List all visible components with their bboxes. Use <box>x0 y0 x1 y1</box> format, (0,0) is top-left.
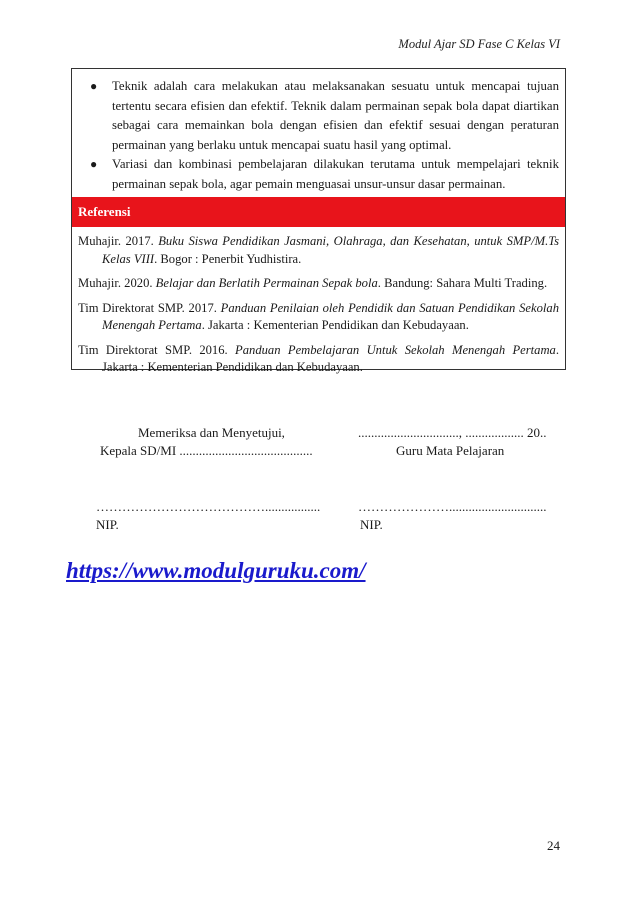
reference-list <box>78 233 559 384</box>
teacher-label: Guru Mata Pelajaran <box>396 443 505 458</box>
headmaster-signature-line: …………………………………................. <box>96 499 321 514</box>
teacher-signature-line: ………………….............................. <box>358 499 547 514</box>
referensi-heading: Referensi <box>72 197 565 227</box>
bullet-list <box>72 69 565 194</box>
reference-item: Tim Direktorat SMP. 2016. Panduan Pembelajaran Untuk Sekolah Menengah Pertama. Jakarta : Kementerian Pendidikan dan Kebudayaan. <box>78 342 559 374</box>
bullet-icon: ● <box>90 79 98 93</box>
page-number: 24 <box>547 838 560 853</box>
page-header: Modul Ajar SD Fase C Kelas VI <box>398 37 560 51</box>
bullet-icon: ● <box>90 157 98 171</box>
list-item: ● Teknik adalah cara melakukan atau melaksanakan sesuatu untuk mencapai tujuan tertentu secara efisien dan efektif. Teknik dalam permainan sepak bola dapat diartikan sebagai cara memainkan bola dengan efisien dan efektif sesuai dengan peraturan permainan yang berlaku untuk mencapai suatu hasil yang optimal. <box>90 79 559 152</box>
reference-item: Tim Direktorat SMP. 2017. Panduan Penilaian oleh Pendidik dan Satuan Pendidikan Sekolah Menengah Pertama. Jakarta : Kementerian Pendidikan dan Kebudayaan. <box>78 300 559 332</box>
content-box <box>71 68 566 374</box>
list-item: ● Variasi dan kombinasi pembelajaran dilakukan terutama untuk mempelajari teknik permainan sepak bola, agar pemain menguasai unsur-unsur dasar permainan. <box>90 157 559 191</box>
approval-label: Memeriksa dan Menyetujui, <box>138 425 285 440</box>
headmaster-label: Kepala SD/MI ......................................... <box>100 443 313 458</box>
teacher-nip: NIP. <box>360 517 383 532</box>
reference-item: Muhajir. 2020. Belajar dan Berlatih Permainan Sepak bola. Bandung: Sahara Multi Trading. <box>78 276 548 290</box>
reference-item: Muhajir. 2017. Buku Siswa Pendidikan Jasmani, Olahraga, dan Kesehatan, untuk SMP/M.Ts Kelas VIII. Bogor : Penerbit Yudhistira. <box>78 234 559 266</box>
headmaster-nip: NIP. <box>96 517 119 532</box>
place-date-line: ..............................., .................. 20.. <box>358 425 547 440</box>
website-link[interactable]: https://www.modulguruku.com/ <box>66 558 366 583</box>
